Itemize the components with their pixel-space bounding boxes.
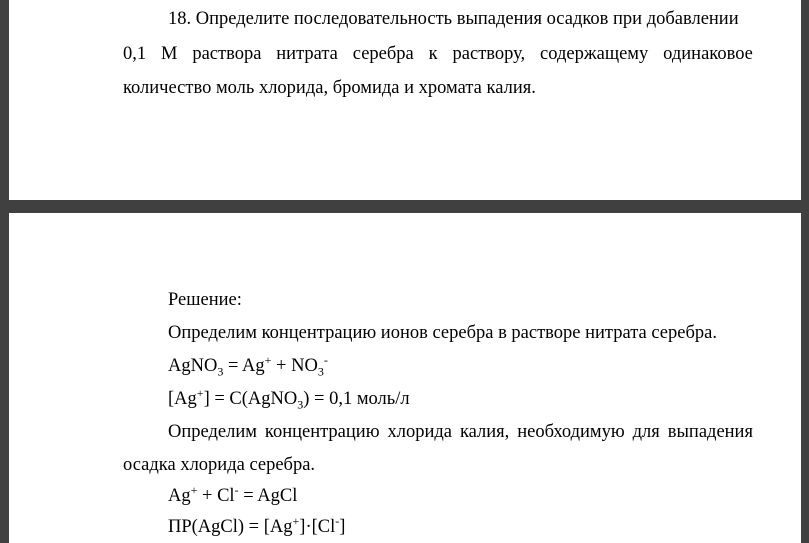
word: раствору,: [452, 44, 526, 64]
equation-dissociation: AgNO$_3$ = $Ag^+ + NO_3^-$: [168, 352, 328, 379]
word: одинаковое: [663, 44, 753, 64]
equation-silver-concentration: [Ag+] = C(AgNO$_3$) = 0,1 моль/л: [168, 385, 410, 412]
word: нитрата: [276, 44, 338, 64]
word: М: [161, 44, 178, 64]
word: раствора: [192, 44, 262, 64]
equation-solubility-product: ПР(AgCl) = [Ag+]·[Cl-]: [168, 513, 346, 537]
word: 0,1: [123, 44, 147, 64]
word: к: [428, 44, 438, 64]
word: для: [632, 422, 660, 442]
problem-line-2: [123, 43, 753, 65]
word: калия,: [459, 422, 510, 442]
word: необходимую: [517, 422, 625, 442]
word: содержащему: [540, 44, 649, 64]
word: серебра: [352, 44, 414, 64]
word: концентрацию: [264, 422, 380, 442]
solution-heading: Решение:: [168, 290, 242, 310]
solution-paragraph-2-continued: осадка хлорида серебра.: [123, 455, 316, 475]
document-page-2: [9, 213, 801, 543]
document-page-1: [9, 0, 801, 200]
solution-paragraph-1: Определим концентрацию ионов серебра в растворе нитрата серебра.: [168, 323, 717, 343]
problem-line-1: 18. Определите последовательность выпадения осадков при добавлении: [168, 9, 739, 29]
word: выпадения: [667, 422, 753, 442]
word: Определим: [168, 422, 257, 442]
word: хлорида: [387, 422, 452, 442]
solution-paragraph-2: [168, 421, 753, 443]
equation-precipitation: Ag+ + Cl- = AgCl: [168, 482, 298, 506]
problem-line-3: количество моль хлорида, бромида и хромата калия.: [123, 78, 536, 98]
